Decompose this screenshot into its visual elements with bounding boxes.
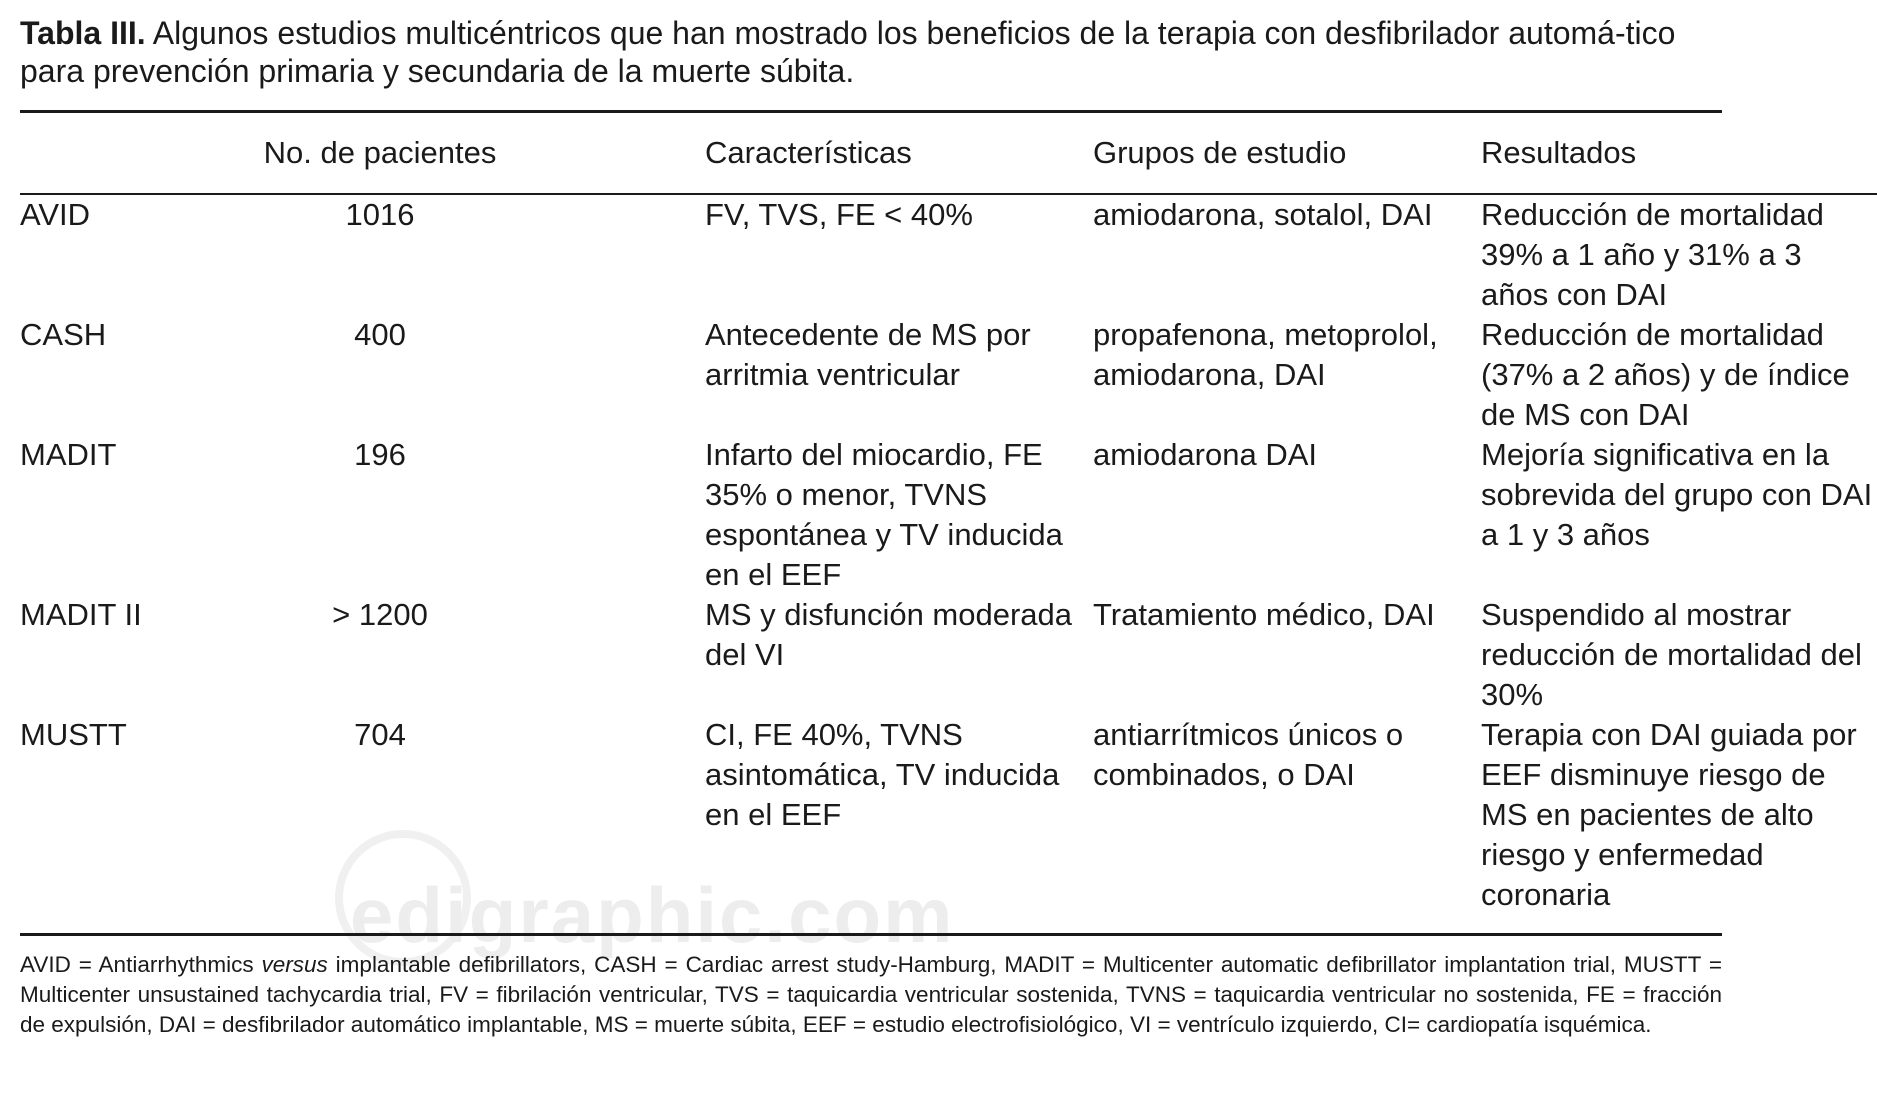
study-name: CASH	[20, 317, 107, 352]
study-name: MADIT	[20, 437, 117, 472]
characteristics-cell: CI, FE 40%, TVNS asintomática, TV inducida en el EEF	[705, 717, 1060, 832]
footnote-part1: AVID = Antiarrhythmics	[20, 952, 262, 977]
table-figure	[20, 14, 1873, 1040]
header-study	[20, 113, 210, 194]
caption-label: Tabla III.	[20, 15, 146, 51]
groups-cell: antiarrítmicos únicos o combinados, o DAI	[1093, 717, 1404, 792]
table-row	[20, 435, 1877, 595]
results-cell: Terapia con DAI guiada por EEF disminuye riesgo de MS en pacientes de alto riesgo y enfermedad coronaria	[1481, 717, 1857, 912]
patient-count: 400	[354, 317, 406, 352]
characteristics-cell: Antecedente de MS por arritmia ventricular	[705, 317, 1031, 392]
results-cell: Suspendido al mostrar reducción de mortalidad del 30%	[1481, 597, 1862, 712]
study-name: AVID	[20, 197, 91, 232]
studies-table	[20, 113, 1877, 933]
table-footnote	[20, 950, 1722, 1040]
table-row	[20, 195, 1877, 315]
groups-cell: amiodarona, sotalol, DAI	[1093, 197, 1433, 232]
table-row	[20, 595, 1877, 715]
patient-count: 704	[354, 717, 406, 752]
footnote-italic: versus	[261, 952, 328, 977]
patient-count: 196	[354, 437, 406, 472]
characteristics-cell: FV, TVS, FE < 40%	[705, 197, 973, 232]
groups-cell: amiodarona DAI	[1093, 437, 1318, 472]
results-cell: Reducción de mortalidad 39% a 1 año y 31% a 3 años con DAI	[1481, 197, 1824, 312]
watermark: edigraphic.com	[350, 871, 955, 959]
results-cell: Mejoría significativa en la sobrevida del grupo con DAI a 1 y 3 años	[1481, 437, 1873, 552]
header-groups: Grupos de estudio	[1093, 135, 1347, 170]
groups-cell: propafenona, metoprolol, amiodarona, DAI	[1093, 317, 1438, 392]
study-name: MUSTT	[20, 717, 127, 752]
patient-count: 1016	[345, 197, 415, 232]
header-results: Resultados	[1481, 135, 1637, 170]
header-row	[20, 113, 1877, 194]
characteristics-cell: MS y disfunción moderada del VI	[705, 597, 1073, 672]
caption-text: Algunos estudios multicéntricos que han mostrado los beneficios de la terapia con desfibrilador automá-tico para prevención primaria y secundaria de la muerte súbita.	[20, 15, 1676, 89]
table-row	[20, 315, 1877, 435]
characteristics-cell: Infarto del miocardio, FE 35% o menor, TVNS espontánea y TV inducida en el EEF	[705, 437, 1063, 592]
footnote-part2: implantable defibrillators, CASH = Cardiac arrest study-Hamburg, MADIT = Multicenter automatic defibrillator implantation trial, MUSTT = Multicenter unsustained tachycardia trial, FV = fibrilación ventricular, TVS = taquicardia ventricular sostenida, TVNS = taquicardia ventricular no sostenida, FE = fracción de expulsión, DAI = desfibrilador automático implantable, MS = muerte súbita, EEF = estudio electrofisiológico, VI = ventrículo izquierdo, CI= cardiopatía isquémica.	[20, 952, 1722, 1037]
table-caption	[20, 14, 1722, 90]
results-cell: Reducción de mortalidad (37% a 2 años) y de índice de MS con DAI	[1481, 317, 1850, 432]
bottom-rule	[20, 933, 1722, 936]
groups-cell: Tratamiento médico, DAI	[1093, 597, 1435, 632]
patient-count: > 1200	[332, 597, 428, 632]
study-name: MADIT II	[20, 597, 142, 632]
header-characteristics: Características	[705, 135, 912, 170]
header-patients: No. de pacientes	[263, 135, 497, 170]
table-row	[20, 715, 1877, 933]
